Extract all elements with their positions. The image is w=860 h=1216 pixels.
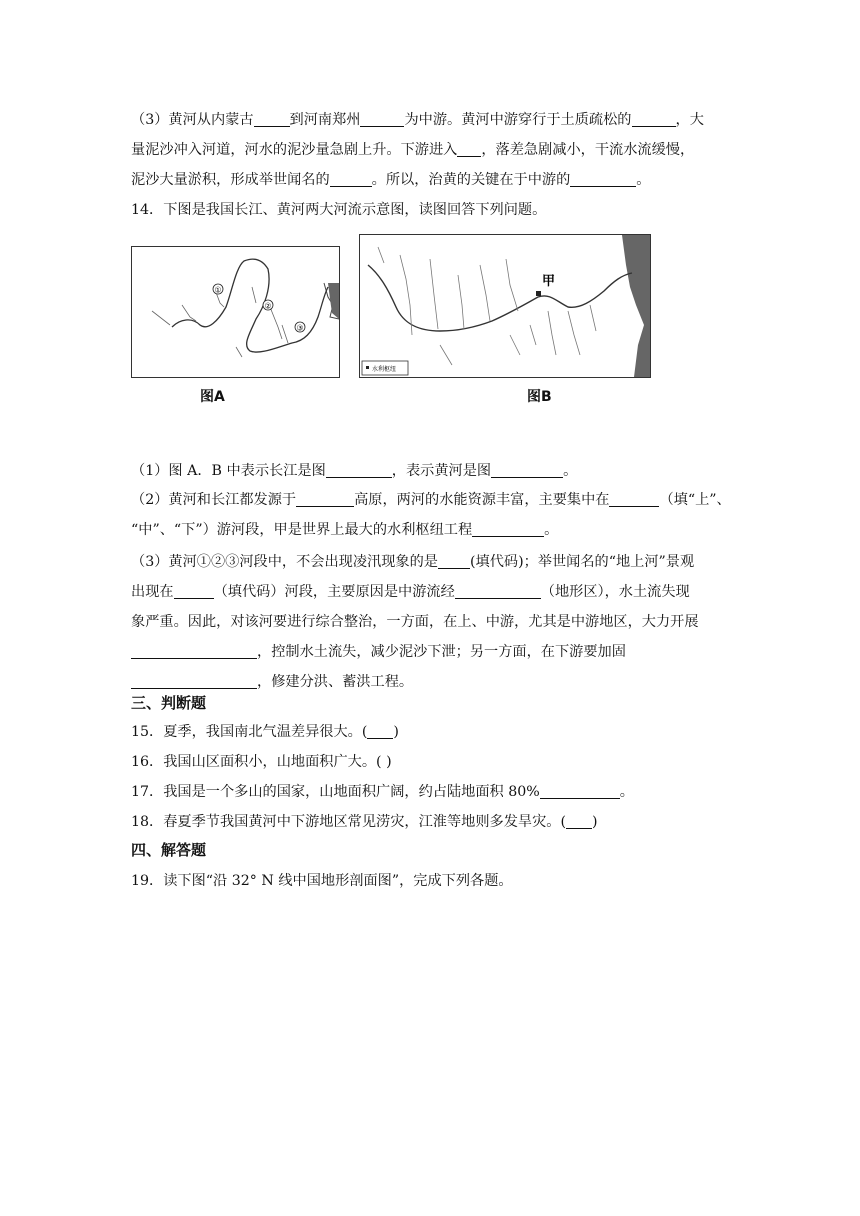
- text: 到河南郑州: [289, 112, 361, 128]
- legend-label: 水利枢纽: [372, 366, 397, 373]
- yellow-river: [172, 259, 328, 352]
- text: (填代码)；举世闻名的“地上河”景观: [469, 554, 695, 570]
- blank[interactable]: [174, 584, 214, 599]
- q14-3-line-2: [131, 582, 690, 602]
- q14-2-line-2: [131, 520, 558, 540]
- blank[interactable]: [609, 492, 659, 507]
- tributary: [378, 247, 596, 365]
- figure-a-caption: 图A: [200, 389, 225, 405]
- blank[interactable]: [540, 784, 620, 799]
- marker-3-label: ③: [296, 323, 304, 333]
- q14-3-line-1: [131, 552, 694, 572]
- q15: [131, 722, 399, 742]
- text: 为中游。黄河中游穿行于土质疏松的: [404, 112, 632, 128]
- blank[interactable]: [326, 463, 392, 478]
- text: 高原，两河的水能资源丰富，主要集中在: [354, 492, 610, 508]
- text: 泥沙大量淤积，形成举世闻名的: [131, 172, 330, 188]
- blank[interactable]: [254, 112, 290, 127]
- blank[interactable]: [491, 463, 563, 478]
- q19: 19．读下图“沿 32° N 线中国地形剖面图”，完成下列各题。: [131, 873, 513, 889]
- sea-area: [328, 283, 339, 319]
- q13-3-line-2: [131, 140, 694, 160]
- map-figure-a: [131, 246, 340, 378]
- section-heading-answer: 四、解答题: [131, 841, 207, 859]
- blank[interactable]: [570, 172, 636, 187]
- text: （填“上”、: [659, 492, 731, 508]
- text: ，表示黄河是图: [391, 463, 492, 479]
- text: 17．我国是一个多山的国家，山地面积广阔，约占陆地面积 80%: [131, 784, 540, 800]
- q14-1: [131, 461, 577, 481]
- blank[interactable]: [455, 584, 541, 599]
- text: ，落差急剧减小，干流水流缓慢，: [481, 142, 695, 158]
- text: 。: [636, 172, 651, 188]
- text: 出现在: [131, 584, 174, 600]
- q13-3-line-1: [131, 110, 704, 130]
- dam-marker: [536, 291, 541, 296]
- text: 象严重。因此，对该河要进行综合整治，一方面，在上、中游，尤其是中游地区，大力开展: [131, 614, 699, 630]
- q13-3-line-3: [131, 170, 650, 190]
- text: ，控制水土流失，减少泥沙下泄；另一方面，在下游要加固: [257, 644, 626, 660]
- text: （地形区），水土流失现: [540, 584, 690, 600]
- legend-dam-symbol: [366, 366, 369, 369]
- blank[interactable]: [566, 814, 592, 829]
- blank[interactable]: [296, 492, 354, 507]
- text: ): [393, 724, 399, 740]
- yangtze-river: [368, 265, 632, 331]
- q17: [131, 782, 634, 802]
- q18: [131, 812, 598, 832]
- q14-3-line-4: [131, 642, 626, 662]
- text: 。所以，治黄的关键在于中游的: [371, 172, 571, 188]
- text: 量泥沙冲入河道，河水的泥沙量急剧上升。下游进入: [131, 142, 458, 158]
- text: “中”、“下”）游河段，甲是世界上最大的水利枢纽工程: [131, 522, 473, 538]
- text: ): [592, 814, 598, 830]
- text: （1）图 A．B 中表示长江是图: [131, 463, 326, 479]
- tributary: [152, 287, 288, 357]
- text: 。: [619, 784, 634, 800]
- marker-1-label: ①: [214, 285, 222, 295]
- text: （3）黄河①②③河段中，不会出现凌汛现象的是: [131, 554, 438, 570]
- text: 。: [544, 522, 559, 538]
- q14-3-line-5: [131, 672, 413, 692]
- text: （2）黄河和长江都发源于: [131, 492, 297, 508]
- marker-2-label: ②: [264, 301, 272, 311]
- text: 18．春夏季节我国黄河中下游地区常见涝灾，江淮等地则多发旱灾。(: [131, 814, 567, 830]
- blank[interactable]: [367, 724, 393, 739]
- text: （3）黄河从内蒙古: [131, 112, 254, 128]
- text: ，大: [675, 112, 704, 128]
- section-heading-judgment: 三、判断题: [131, 694, 207, 712]
- blank[interactable]: [131, 644, 257, 659]
- blank[interactable]: [632, 112, 676, 127]
- blank[interactable]: [457, 142, 481, 157]
- sea-area: [622, 235, 650, 377]
- mark-jia: 甲: [542, 274, 556, 289]
- q14-stem: 14．下图是我国长江、黄河两大河流示意图，读图回答下列问题。: [131, 202, 547, 218]
- blank[interactable]: [131, 674, 257, 689]
- figure-b-caption: 图B: [527, 389, 552, 405]
- q14-3-line-3: [131, 612, 699, 632]
- blank[interactable]: [438, 554, 470, 569]
- blank[interactable]: [330, 172, 372, 187]
- map-figure-b: [359, 234, 651, 378]
- q14-2-line-1: [131, 490, 731, 510]
- text: 。: [563, 463, 578, 479]
- text: ，修建分洪、蓄洪工程。: [257, 674, 414, 690]
- q16: 16．我国山区面积小，山地面积广大。( ): [131, 754, 392, 770]
- blank[interactable]: [360, 112, 404, 127]
- text: （填代码）河段，主要原因是中游流经: [213, 584, 455, 600]
- blank[interactable]: [472, 522, 544, 537]
- text: 15．夏季，我国南北气温差异很大。(: [131, 724, 368, 740]
